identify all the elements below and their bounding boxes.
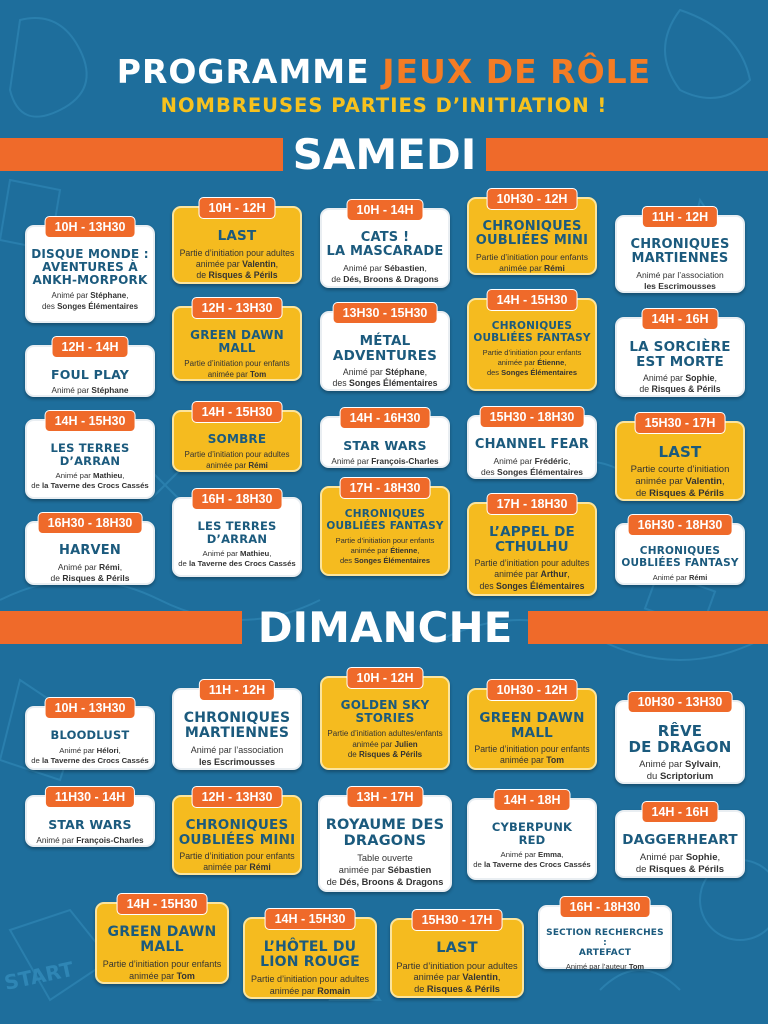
- event-title: STAR WARS: [48, 817, 132, 832]
- saturday-event-card: [172, 301, 302, 381]
- saturday-event-card: [467, 192, 597, 275]
- event-description: Partie d’initiation adultes/enfants animée par Julien de Risques & Périls: [327, 729, 443, 759]
- time-badge: 17H - 18H30: [487, 493, 578, 515]
- event-description: Animé par l’auteur Tom: [565, 962, 645, 971]
- time-badge: 12H - 14H: [52, 336, 129, 358]
- saturday-event-card: [615, 518, 745, 585]
- event-description: Animé par l’association les Escrimousses: [636, 270, 724, 291]
- event-title: CHRONIQUES OUBLIÉES FANTASY: [326, 508, 444, 532]
- event-title: CHRONIQUES MARTIENNES: [630, 237, 730, 266]
- event-title: LAST: [436, 940, 478, 956]
- event-description: Animé par Emma, de la Taverne des Crocs Cassés: [473, 850, 591, 870]
- event-title: STAR WARS: [343, 438, 427, 453]
- title-part2: JEUX DE RÔLE: [382, 52, 652, 91]
- saturday-event-card: [25, 414, 155, 499]
- event-description: Animé par Rémi, de Risques & Périls: [50, 562, 130, 583]
- saturday-event-card: [172, 201, 302, 284]
- page-subtitle: NOMBREUSES PARTIES D’INITIATION !: [160, 94, 608, 117]
- saturday-event-card: [25, 516, 155, 585]
- event-title: SECTION RECHERCHES : ARTEFACT: [546, 928, 664, 958]
- sunday-heading: DIMANCHE: [257, 603, 513, 652]
- event-title: CHRONIQUES OUBLIÉES FANTASY: [621, 545, 739, 569]
- sunday-event-card: [615, 805, 745, 878]
- saturday-event-card: [615, 312, 745, 397]
- event-title: GOLDEN SKY STORIES: [340, 698, 430, 725]
- sunday-event-card: [95, 897, 229, 984]
- event-description: Animé par François-Charles: [36, 835, 144, 845]
- sunday-event-card: [467, 793, 597, 880]
- sunday-event-card: [390, 913, 524, 998]
- event-description: Partie d’initiation pour adultes animée par Valentin, de Risques & Périls: [396, 960, 518, 994]
- sunday-event-card: [320, 671, 450, 770]
- event-title: L’APPEL DE CTHULHU: [489, 524, 575, 555]
- event-title: L’HÔTEL DU LION ROUGE: [260, 939, 360, 970]
- event-title: DISQUE MONDE : AVENTURES À ANKH-MORPORK: [31, 247, 149, 287]
- event-title: CYBERPUNK RED: [491, 820, 573, 847]
- time-badge: 10H30 - 12H: [487, 679, 578, 701]
- saturday-event-card: [25, 220, 155, 323]
- event-title: FOUL PLAY: [50, 367, 130, 382]
- time-badge: 10H - 14H: [347, 199, 424, 221]
- sunday-event-card: [615, 695, 745, 784]
- event-description: Animé par François-Charles: [331, 456, 439, 466]
- time-badge: 13H - 17H: [347, 786, 424, 808]
- time-badge: 11H - 12H: [199, 679, 275, 701]
- event-description: Partie d’initiation pour enfants animée par Étienne, des Songes Élémentaires: [335, 536, 435, 565]
- event-description: Animé par Mathieu, de la Taverne des Crocs Cassés: [31, 471, 149, 491]
- event-description: Partie d’initiation pour adultes animée par Romain: [250, 974, 370, 996]
- time-badge: 17H - 18H30: [340, 477, 431, 499]
- event-description: Partie d’initiation pour adultes animée par Arthur, des Songes Élémentaires: [474, 558, 590, 591]
- time-badge: 15H30 - 17H: [635, 412, 726, 434]
- time-badge: 10H - 13H30: [45, 216, 136, 238]
- time-badge: 15H30 - 17H: [412, 909, 503, 931]
- event-description: Partie d’initiation pour enfants animée par Rémi: [476, 252, 588, 273]
- event-description: Animé par Sylvain, du Scriptorium: [639, 759, 721, 782]
- time-badge: 16H30 - 18H30: [628, 514, 733, 536]
- event-title: CHRONIQUES OUBLIÉES FANTASY: [473, 320, 591, 344]
- sunday-event-card: [25, 790, 155, 847]
- event-title: CHANNEL FEAR: [474, 437, 590, 452]
- event-title: CHRONIQUES MARTIENNES: [183, 710, 291, 741]
- event-title: GREEN DAWN MALL: [190, 328, 284, 355]
- event-title: RÊVE DE DRAGON: [628, 722, 732, 756]
- event-title: LAST: [658, 443, 702, 461]
- time-badge: 12H - 13H30: [192, 786, 283, 808]
- event-description: Animé par Sophie, de Risques & Périls: [635, 851, 725, 875]
- saturday-event-card: [25, 340, 155, 397]
- event-title: LES TERRES D’ARRAN: [50, 441, 130, 468]
- event-description: Animé par Hélori, de la Taverne des Crocs Cassés: [31, 745, 149, 765]
- saturday-event-card: [467, 497, 597, 596]
- event-title: CHRONIQUES OUBLIÉES MINI: [475, 219, 589, 248]
- time-badge: 14H - 18H: [494, 789, 571, 811]
- event-title: MÉTAL ADVENTURES: [332, 333, 438, 364]
- sunday-event-card: [25, 701, 155, 770]
- event-description: Partie d’initiation pour enfants animée par Rémi: [179, 851, 295, 873]
- sunday-event-card: [467, 683, 597, 770]
- time-badge: 10H - 13H30: [45, 697, 136, 719]
- sunday-band-left: [0, 611, 242, 644]
- time-badge: 14H - 15H30: [192, 401, 283, 423]
- event-description: Animé par Rémi: [652, 573, 708, 582]
- event-description: Partie d’initiation pour enfants animée par Tom: [102, 959, 222, 981]
- saturday-event-card: [320, 306, 450, 391]
- event-title: HARVEN: [59, 543, 121, 558]
- time-badge: 16H30 - 18H30: [38, 512, 143, 534]
- event-description: Table ouverte animée par Sébastien de Dés, Broons & Dragons: [326, 853, 444, 887]
- event-title: LAST: [217, 228, 257, 244]
- saturday-event-card: [320, 203, 450, 288]
- page-title: [0, 52, 768, 92]
- event-title: GREEN DAWN MALL: [479, 710, 585, 741]
- time-badge: 13H30 - 15H30: [333, 302, 438, 324]
- time-badge: 14H - 15H30: [117, 893, 208, 915]
- saturday-event-card: [615, 210, 745, 293]
- time-badge: 16H - 18H30: [192, 488, 283, 510]
- event-title: ROYAUME DES DRAGONS: [325, 817, 445, 849]
- sunday-band-right: [528, 611, 768, 644]
- time-badge: 11H30 - 14H: [45, 786, 135, 808]
- sunday-event-card: [172, 683, 302, 770]
- saturday-event-card: [467, 293, 597, 391]
- event-title: CATS ! LA MASCARADE: [326, 230, 444, 259]
- time-badge: 10H30 - 12H: [487, 188, 578, 210]
- title-part1: PROGRAMME: [116, 52, 370, 91]
- event-description: Animé par Mathieu, de la Taverne des Crocs Cassés: [178, 549, 296, 569]
- event-description: Partie d’initiation pour enfants animée par Étienne, des Songes Élémentaires: [482, 348, 582, 377]
- event-description: Animé par l’association les Escrimousses: [190, 745, 284, 767]
- time-badge: 16H - 18H30: [560, 896, 651, 918]
- event-description: Animé par Sébastien, de Dés, Broons & Dragons: [331, 263, 439, 284]
- event-title: SOMBRE: [207, 432, 267, 446]
- event-title: BLOODLUST: [50, 728, 130, 742]
- event-description: Animé par Sophie, de Risques & Périls: [639, 373, 721, 395]
- time-badge: 14H - 15H30: [45, 410, 136, 432]
- saturday-event-card: [320, 411, 450, 468]
- start-corner-text: START: [2, 956, 76, 995]
- saturday-event-card: [320, 481, 450, 576]
- time-badge: 14H - 16H: [642, 801, 719, 823]
- sunday-event-card: [243, 912, 377, 999]
- event-description: Animé par Frédéric, des Songes Élémentaires: [480, 456, 584, 477]
- event-description: Partie d’initiation pour adultes animée par Valentin, de Risques & Périls: [179, 247, 295, 280]
- time-badge: 14H - 16H: [642, 308, 719, 330]
- sunday-event-card: [538, 900, 672, 971]
- event-title: DAGGERHEART: [622, 832, 738, 848]
- time-badge: 14H - 15H30: [487, 289, 578, 311]
- event-description: Partie courte d’initiation animée par Valentin, de Risques & Périls: [630, 464, 730, 499]
- event-description: Animé par Stéphane, des Songes Élémentaires: [332, 367, 438, 389]
- sunday-event-card: [172, 790, 302, 875]
- time-badge: 10H30 - 13H30: [628, 691, 733, 713]
- sunday-event-card: [318, 790, 452, 892]
- time-badge: 11H - 12H: [642, 206, 718, 228]
- event-description: Animé par Stéphane, des Songes Élémentaires: [41, 291, 139, 311]
- saturday-band-left: [0, 138, 283, 171]
- saturday-event-card: [172, 492, 302, 577]
- saturday-band-right: [486, 138, 768, 171]
- saturday-heading: SAMEDI: [292, 130, 477, 179]
- event-title: CHRONIQUES OUBLIÉES MINI: [178, 817, 296, 848]
- saturday-event-card: [172, 405, 302, 472]
- event-description: Animé par Stéphane: [51, 385, 129, 395]
- event-description: Partie d’initiation pour adultes animée par Rémi: [184, 450, 290, 470]
- time-badge: 14H - 15H30: [265, 908, 356, 930]
- event-title: GREEN DAWN MALL: [107, 924, 217, 955]
- time-badge: 10H - 12H: [199, 197, 276, 219]
- saturday-event-card: [467, 410, 597, 479]
- saturday-event-card: [615, 416, 745, 501]
- time-badge: 12H - 13H30: [192, 297, 283, 319]
- event-description: Partie d’initiation pour enfants animée par Tom: [184, 359, 290, 379]
- time-badge: 14H - 16H30: [340, 407, 431, 429]
- event-title: LES TERRES D’ARRAN: [197, 519, 277, 546]
- event-title: LA SORCIÈRE EST MORTE: [629, 339, 731, 370]
- event-description: Partie d’initiation pour enfants animée par Tom: [474, 744, 590, 766]
- time-badge: 15H30 - 18H30: [480, 406, 585, 428]
- time-badge: 10H - 12H: [347, 667, 424, 689]
